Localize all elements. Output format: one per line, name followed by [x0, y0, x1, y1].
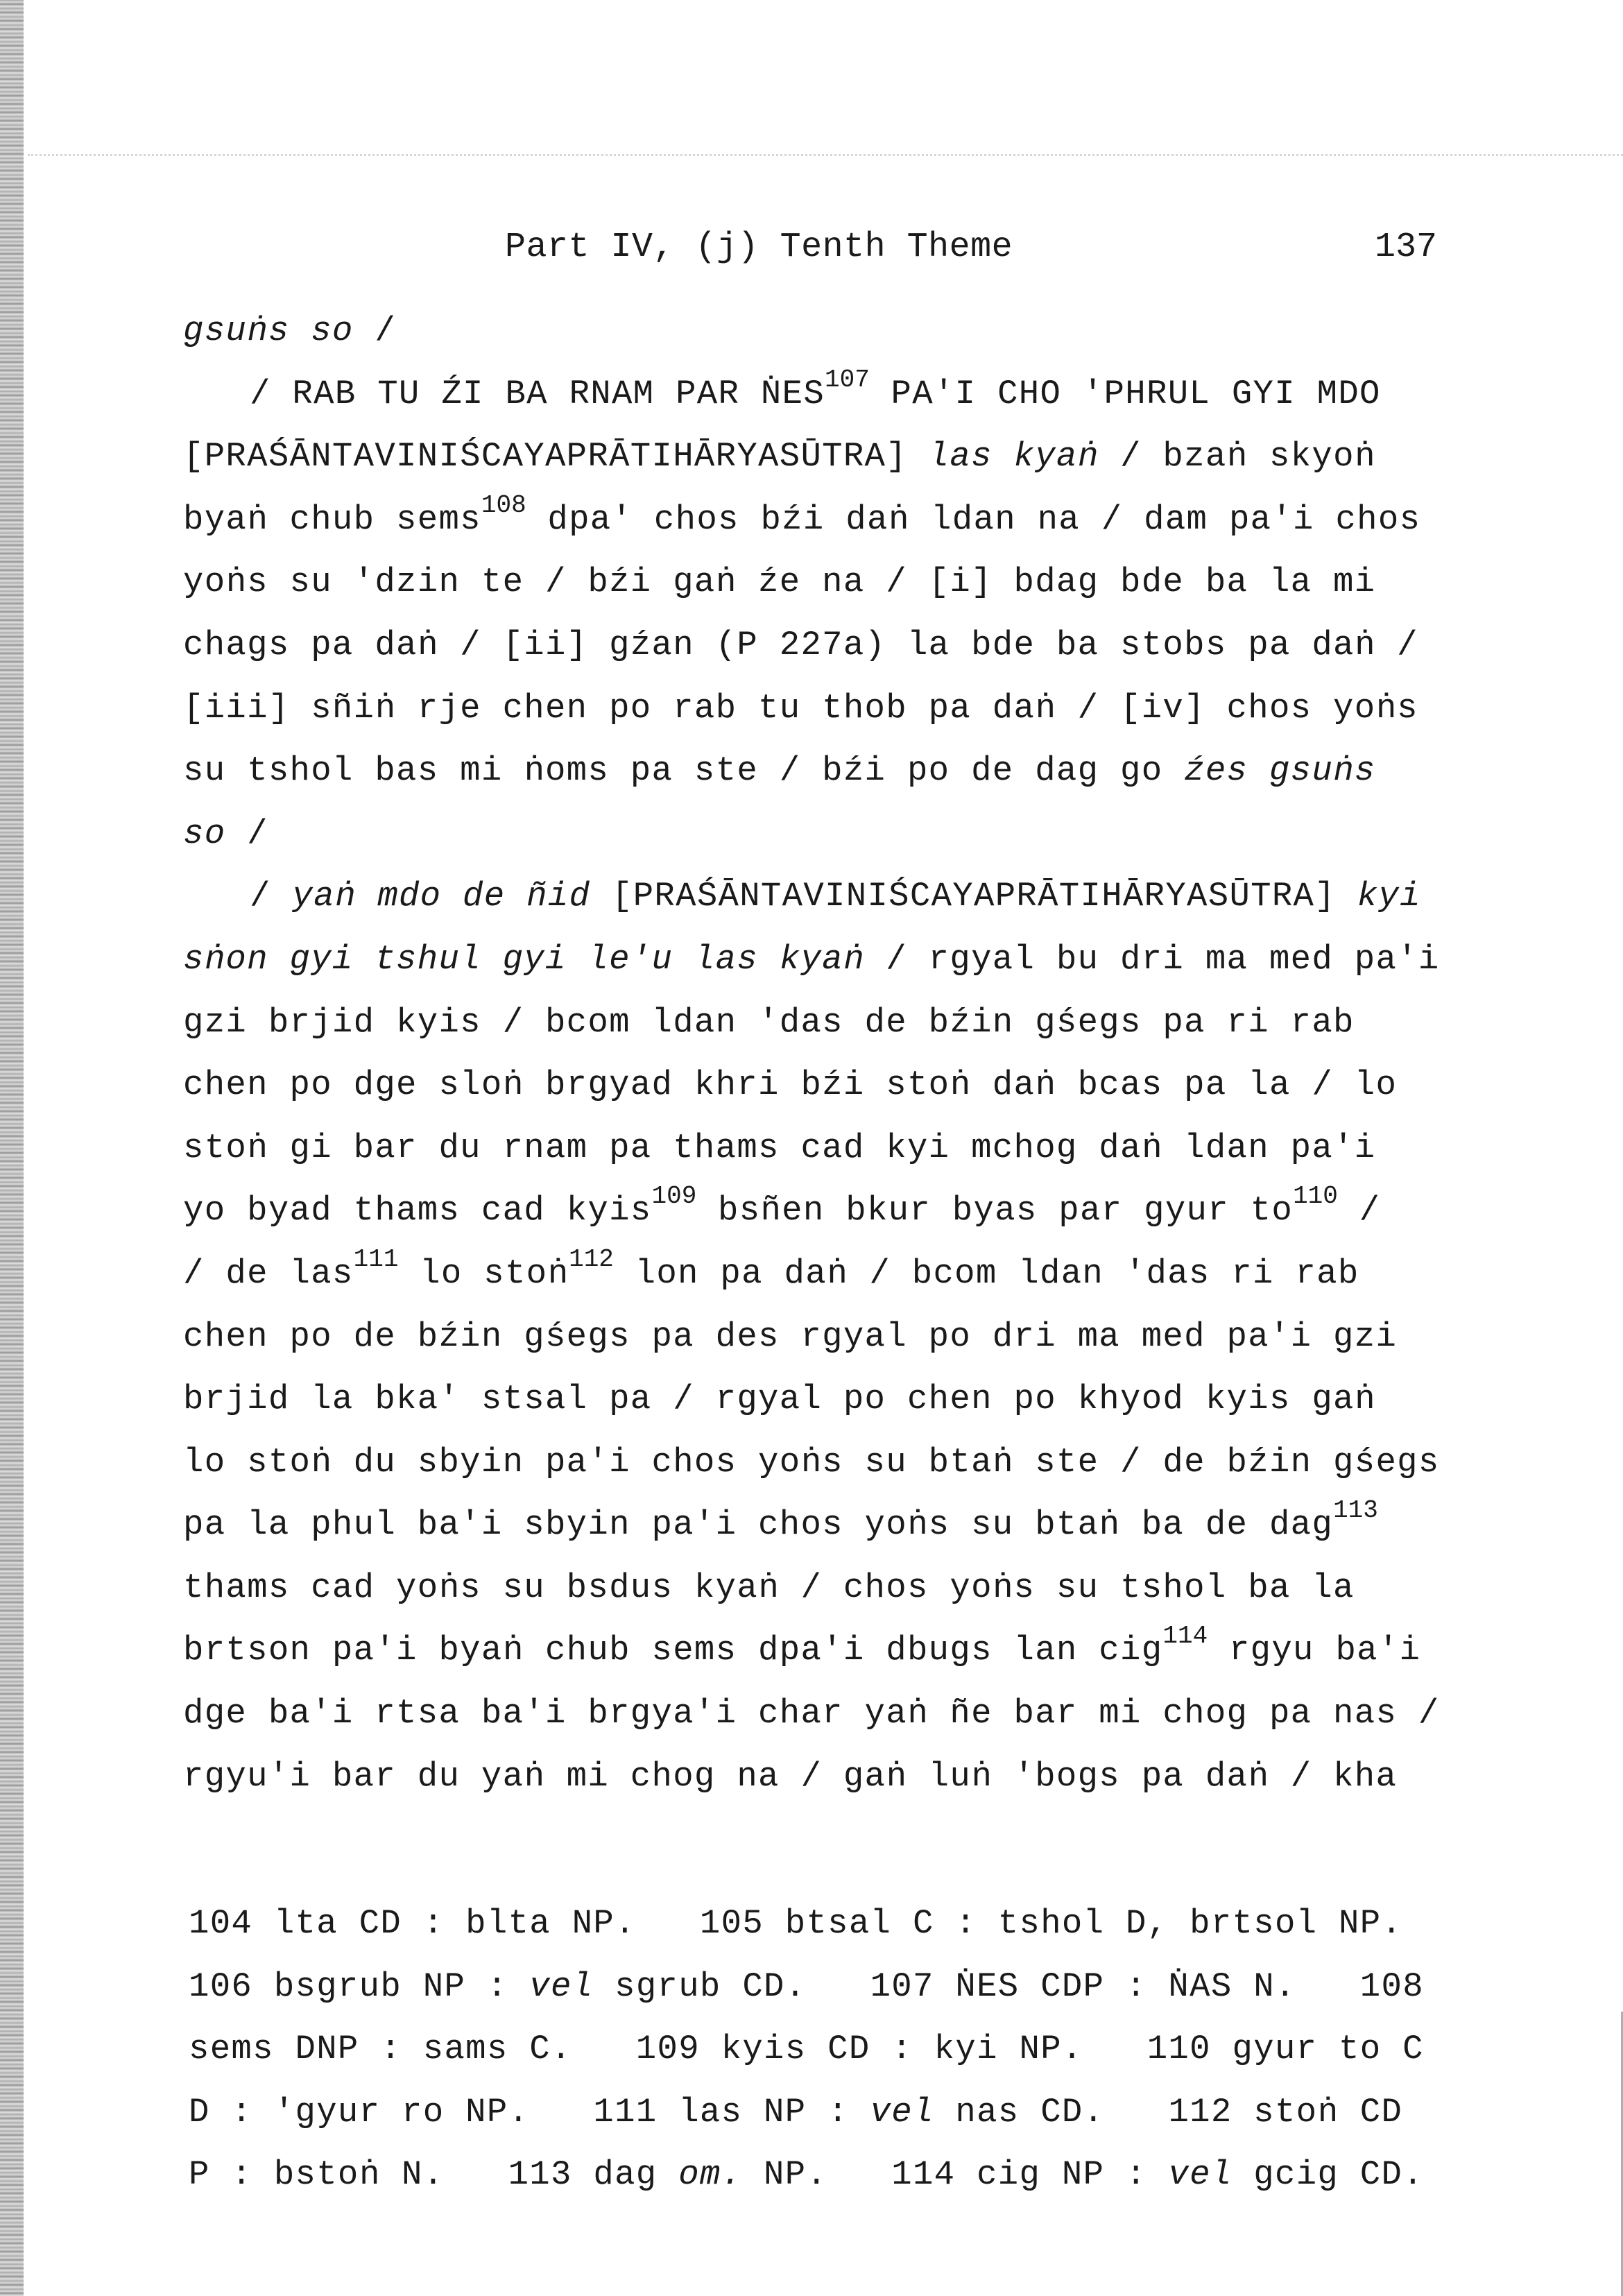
text-line — [183, 677, 1459, 740]
italic-text: źes gsuṅs — [1184, 751, 1376, 791]
text-run: / rgyal bu dri ma med pa'i — [864, 939, 1440, 979]
text-run: / RAB TU ŹI BA RNAM PAR ṄES — [250, 374, 825, 413]
footnote-ref: 114 — [1162, 1622, 1208, 1651]
footnote-ref: 113 — [1333, 1496, 1378, 1525]
page-header — [0, 223, 1623, 272]
text-run: [iii] sñiṅ rje chen po rab tu thob pa daṅ / [iv] chos yoṅs — [183, 688, 1418, 728]
text-run: thams cad yoṅs su bsdus kyaṅ / chos yoṅs su tshol ba la — [183, 1568, 1355, 1607]
text-line — [183, 1179, 1459, 1242]
italic-text: las kyaṅ — [928, 437, 1099, 477]
text-line — [183, 1117, 1459, 1180]
text-line — [183, 1493, 1459, 1557]
text-run: byaṅ chub sems — [183, 499, 481, 539]
text-run: nas CD. 112 stoṅ CD — [934, 2092, 1403, 2132]
footnote-line — [189, 2081, 1465, 2144]
footnote-line — [189, 1892, 1465, 1955]
text-run: D : 'gyur ro NP. 111 las NP : — [189, 2092, 870, 2132]
text-run: chags pa daṅ / [ii] gźan (P 227a) la bde ba stobs pa daṅ / — [183, 625, 1418, 665]
text-run: [PRAŚĀNTAVINIŚCAYAPRĀTIHĀRYASŪTRA] — [590, 877, 1357, 916]
text-run: rgyu ba'i — [1208, 1631, 1421, 1670]
italic-text: sṅon gyi tshul gyi le'u las kyaṅ — [183, 939, 865, 979]
footnote-ref: 107 — [825, 365, 870, 394]
text-line — [183, 865, 1459, 928]
running-title: Part IV, (j) Tenth Theme — [505, 228, 1013, 267]
text-line — [183, 1745, 1459, 1808]
text-run: dpa' chos bźi daṅ ldan na / dam pa'i chos — [526, 499, 1421, 539]
text-run: / bzaṅ skyoṅ — [1099, 437, 1376, 477]
text-run: brjid la bka' stsal pa / rgyal po chen po khyod kyis gaṅ — [183, 1380, 1376, 1419]
footnote-ref: 109 — [651, 1182, 697, 1211]
text-run: P : bstoṅ N. 113 dag — [189, 2155, 679, 2195]
footnote-line — [189, 2143, 1465, 2207]
text-line — [183, 1557, 1459, 1620]
footnote-line — [189, 1955, 1465, 2019]
italic-text: yaṅ mdo de ñid — [292, 877, 591, 916]
italic-text: kyi — [1357, 877, 1421, 916]
text-line — [183, 991, 1459, 1054]
italic-text: gsuṅs so — [183, 311, 354, 350]
footnotes — [189, 1892, 1465, 2207]
text-run: sems DNP : sams C. 109 kyis CD : kyi NP. 110 gyur to C — [189, 2030, 1424, 2069]
text-run: su tshol bas mi ṅoms pa ste / bźi po de dag go — [183, 751, 1185, 791]
text-run: [PRAŚĀNTAVINIŚCAYAPRĀTIHĀRYASŪTRA] — [183, 437, 929, 477]
text-run: chen po de bźin gśegs pa des rgyal po dri ma med pa'i gzi — [183, 1317, 1398, 1356]
scan-margin-shadow — [0, 0, 24, 2296]
text-run: PA'I CHO 'PHRUL GYI MDO — [869, 374, 1381, 413]
text-line — [183, 1242, 1459, 1305]
text-run: yo byad thams cad kyis — [183, 1191, 652, 1231]
text-run: 106 bsgrub NP : — [189, 1967, 530, 2006]
italic-text: so — [183, 814, 226, 853]
footnote-ref: 112 — [569, 1244, 614, 1274]
text-run: NP. 114 cig NP : — [742, 2155, 1169, 2195]
text-line — [183, 614, 1459, 677]
italic-text: om. — [678, 2155, 743, 2195]
italic-text: vel — [870, 2092, 934, 2132]
text-run: chen po dge sloṅ brgyad khri bźi stoṅ daṅ bcas pa la / lo — [183, 1065, 1398, 1105]
text-run: brtson pa'i byaṅ chub sems dpa'i dbugs lan cig — [183, 1631, 1163, 1670]
text-run: lo stoṅ — [398, 1253, 569, 1293]
text-run: / — [353, 311, 397, 350]
text-line — [183, 300, 1459, 363]
text-line — [183, 739, 1459, 803]
text-run: / — [225, 814, 268, 853]
footnote-line — [189, 2018, 1465, 2081]
text-line — [183, 928, 1459, 991]
text-run: lon pa daṅ / bcom ldan 'das ri rab — [613, 1253, 1359, 1293]
text-run: / de las — [183, 1253, 354, 1293]
text-run: pa la phul ba'i sbyin pa'i chos yoṅs su btaṅ ba de dag — [183, 1505, 1334, 1545]
text-line — [183, 1305, 1459, 1369]
text-line — [183, 551, 1459, 614]
italic-text: vel — [529, 1967, 594, 2006]
page-number: 137 — [1375, 228, 1438, 267]
text-run: sgrub CD. 107 ṄES CDP : ṄAS N. 108 — [593, 1967, 1424, 2006]
text-run: 104 lta CD : blta NP. 105 btsal C : tshol D, brtsol NP. — [189, 1904, 1403, 1943]
text-run: lo stoṅ du sbyin pa'i chos yoṅs su btaṅ ste / de bźin gśegs — [183, 1442, 1440, 1482]
text-run: / — [1337, 1191, 1381, 1231]
text-line — [183, 425, 1459, 488]
italic-text: vel — [1168, 2155, 1233, 2195]
text-line — [183, 1054, 1459, 1117]
main-text — [183, 300, 1459, 1808]
text-run: / — [250, 877, 293, 916]
scan-dotted-line — [28, 154, 1623, 156]
text-line — [183, 1431, 1459, 1494]
footnote-ref: 108 — [481, 490, 526, 520]
text-line — [183, 1368, 1459, 1431]
footnote-ref: 110 — [1293, 1182, 1338, 1211]
text-line — [183, 803, 1459, 866]
footnote-ref: 111 — [353, 1244, 399, 1274]
text-line — [183, 1619, 1459, 1682]
text-run: stoṅ gi bar du rnam pa thams cad kyi mchog daṅ ldan pa'i — [183, 1128, 1376, 1167]
text-run: gcig CD. — [1232, 2155, 1424, 2195]
text-run: dge ba'i rtsa ba'i brgya'i char yaṅ ñe bar mi chog pa nas / — [183, 1694, 1440, 1733]
text-run: yoṅs su 'dzin te / bźi gaṅ źe na / [i] bdag bde ba la mi — [183, 563, 1376, 602]
text-line — [183, 363, 1459, 426]
text-run: gzi brjid kyis / bcom ldan 'das de bźin gśegs pa ri rab — [183, 1002, 1355, 1042]
text-line — [183, 1682, 1459, 1745]
text-line — [183, 488, 1459, 551]
text-run: bsñen bkur byas par gyur to — [696, 1191, 1294, 1231]
text-run: rgyu'i bar du yaṅ mi chog na / gaṅ luṅ 'bogs pa daṅ / kha — [183, 1756, 1398, 1796]
